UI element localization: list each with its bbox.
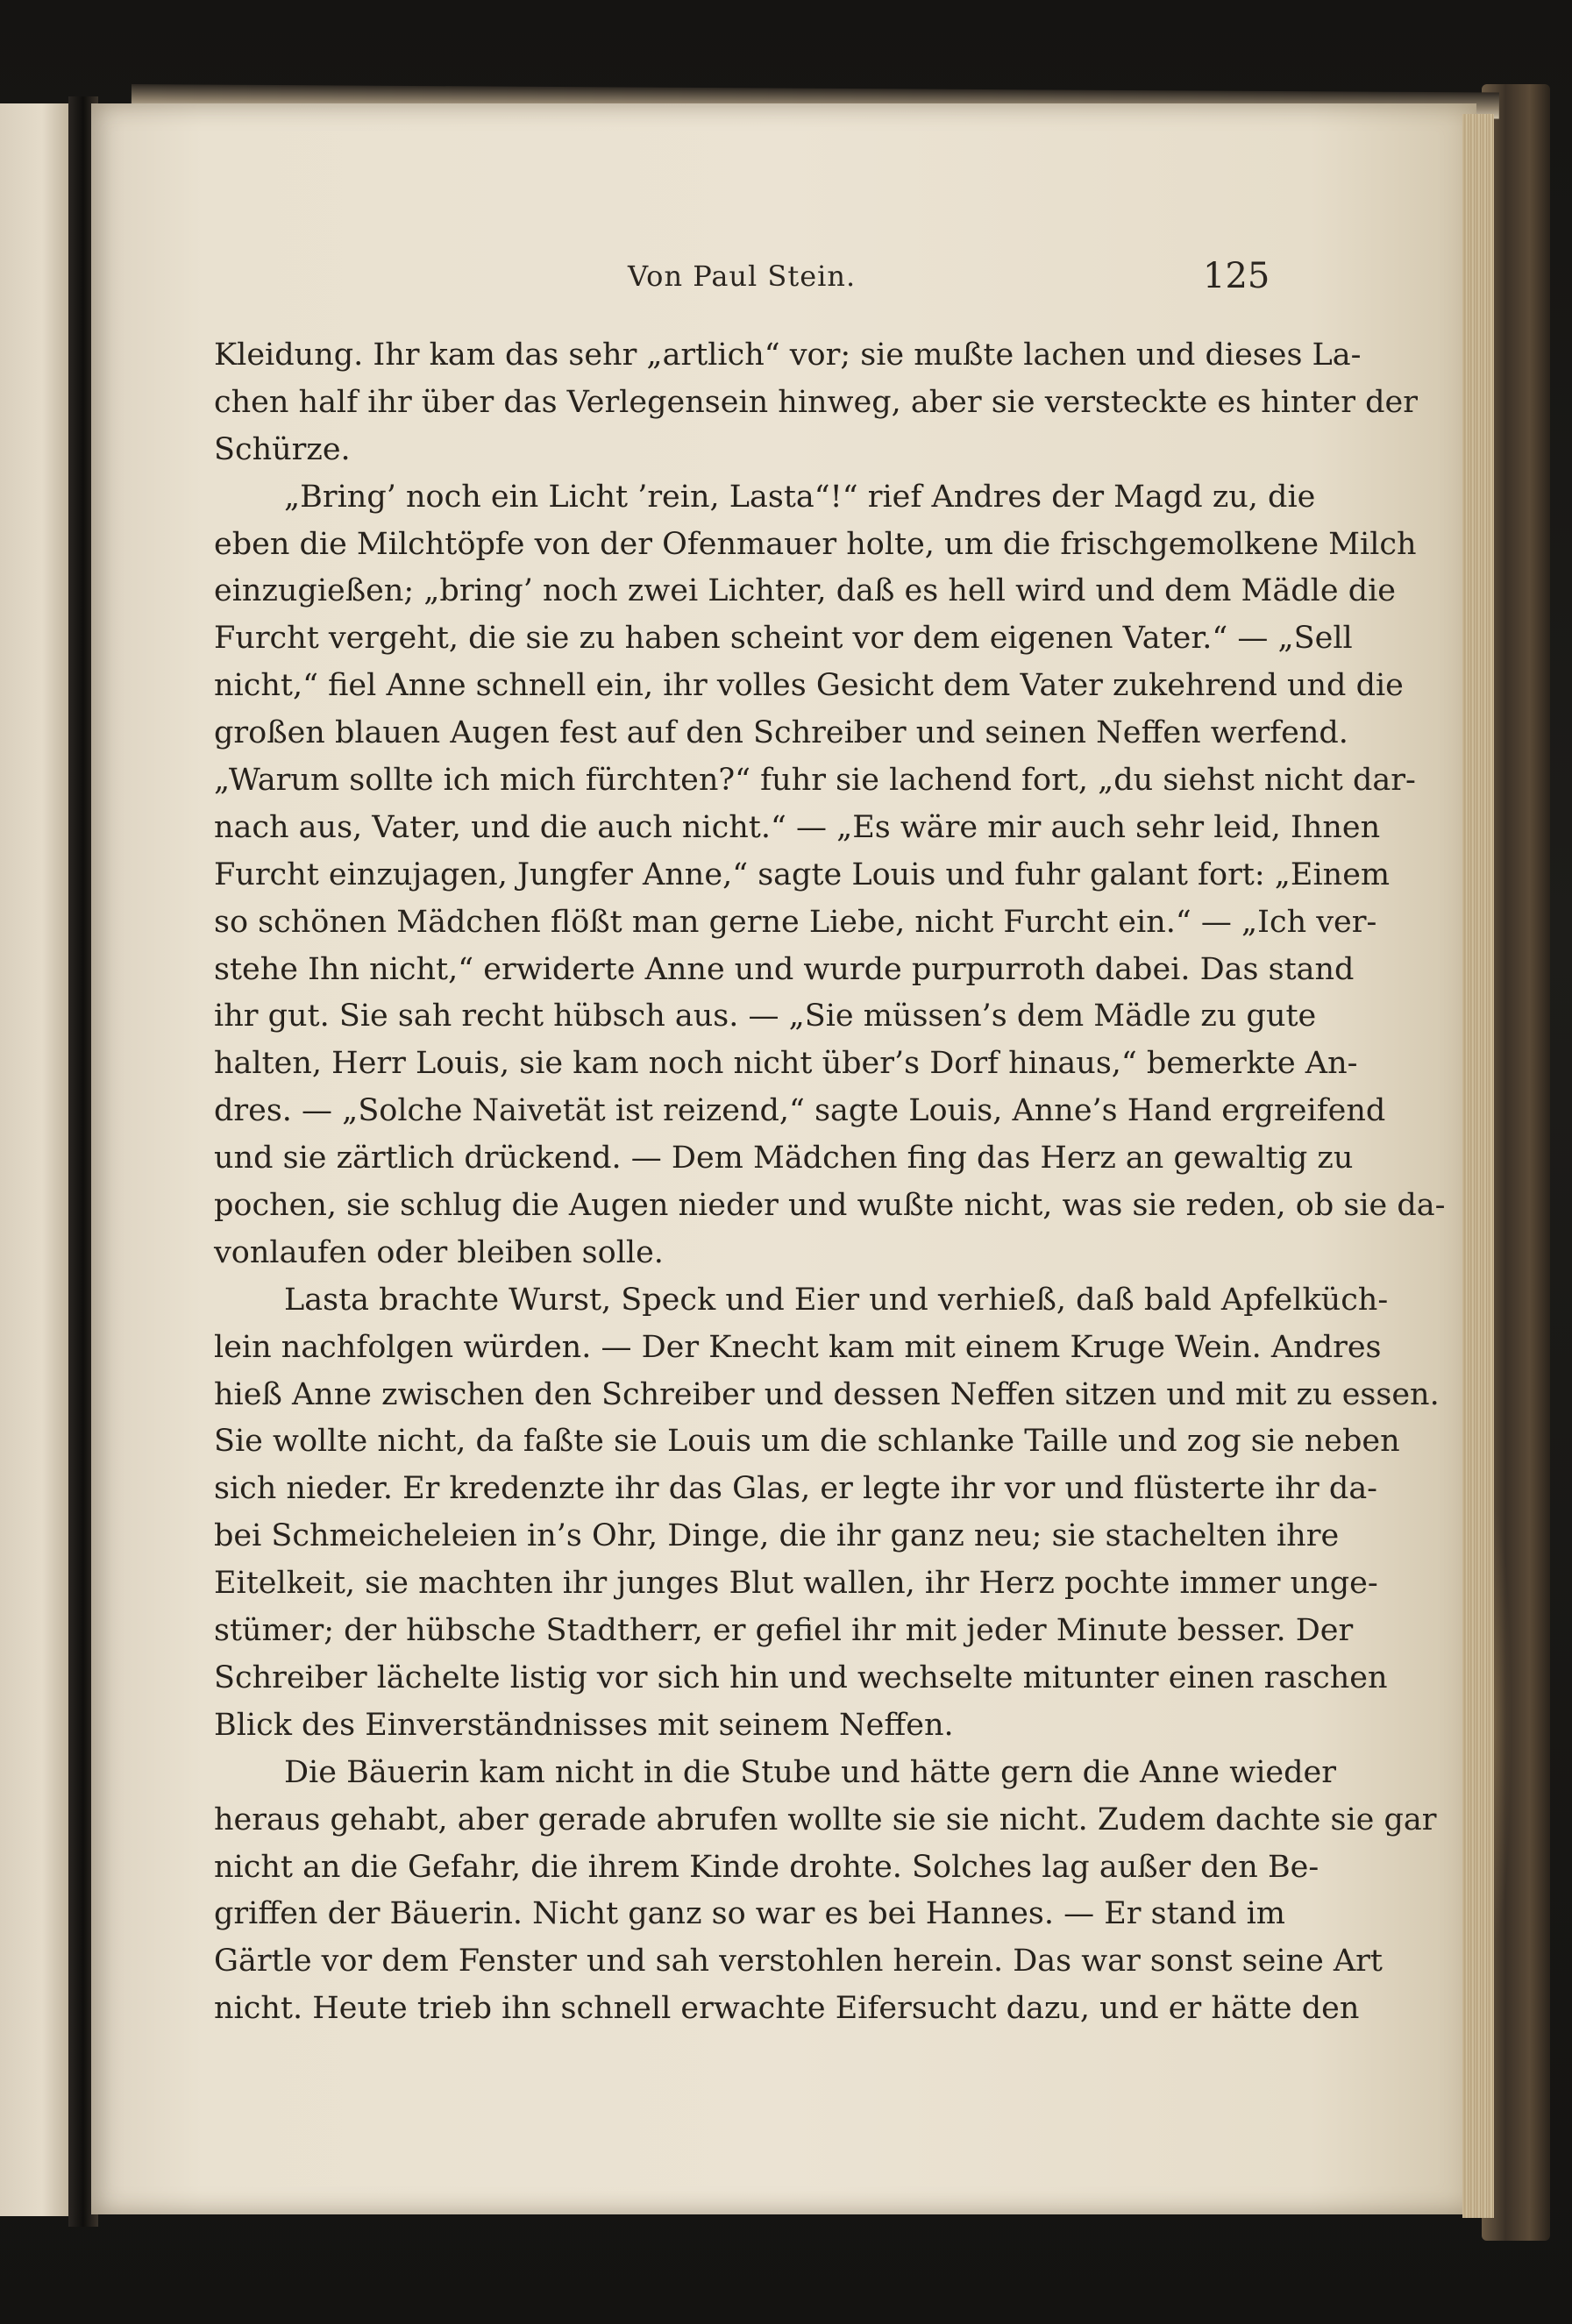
text-line: dres. — „Solche Naivetät ist reizend,“ sagte Louis, Anne’s Hand ergreifend — [214, 1093, 1386, 1129]
text-line: Gärtle vor dem Fenster und sah verstohlen herein. Das war sonst seine Art — [214, 1944, 1383, 1979]
text-line: nicht an die Gefahr, die ihrem Kinde drohte. Solches lag außer den Be- — [214, 1849, 1319, 1885]
previous-page-edge — [0, 103, 70, 2216]
text-line: griffen der Bäuerin. Nicht ganz so war es bei Hannes. — Er stand im — [214, 1896, 1285, 1932]
text-line: so schönen Mädchen flößt man gerne Liebe, nicht Furcht ein.“ — „Ich ver- — [214, 904, 1377, 940]
text-line: Lasta brachte Wurst, Speck und Eier und verhieß, daß bald Apfelküch- — [284, 1282, 1389, 1318]
text-line: bei Schmeicheleien in’s Ohr, Dinge, die ihr ganz neu; sie stachelten ihre — [214, 1518, 1340, 1554]
text-line: stümer; der hübsche Stadtherr, er gefiel ihr mit jeder Minute besser. Der — [214, 1613, 1354, 1649]
text-line: „Warum sollte ich mich fürchten?“ fuhr sie lachend fort, „du siehst nicht dar- — [214, 763, 1416, 799]
text-line: Die Bäuerin kam nicht in die Stube und hätte gern die Anne wieder — [284, 1754, 1336, 1790]
text-line: Blick des Einverständnisses mit seinem Neffen. — [214, 1707, 954, 1743]
text-line: vonlaufen oder bleiben solle. — [214, 1234, 664, 1270]
text-line: eben die Milchtöpfe von der Ofenmauer holte, um die frischgemolkene Milch — [214, 526, 1417, 562]
text-line: „Bring’ noch ein Licht ’rein, Lasta“!“ rief Andres der Magd zu, die — [284, 479, 1316, 515]
text-line: hieß Anne zwischen den Schreiber und dessen Neffen sitzen und mit zu essen. — [214, 1376, 1440, 1412]
text-line: heraus gehabt, aber gerade abrufen wollte sie sie nicht. Zudem dachte sie gar — [214, 1802, 1437, 1837]
text-line: Eitelkeit, sie machten ihr junges Blut wallen, ihr Herz pochte immer unge- — [214, 1566, 1378, 1602]
text-line: halten, Herr Louis, sie kam noch nicht über’s Dorf hinaus,“ bemerkte An- — [214, 1046, 1358, 1082]
text-line: nach aus, Vater, und die auch nicht.“ — „Es wäre mir auch sehr leid, Ihnen — [214, 809, 1381, 845]
text-line: Schürze. — [214, 431, 351, 467]
text-line: nicht. Heute trieb ihn schnell erwachte Eifersucht dazu, und er hätte den — [214, 1991, 1360, 2027]
page-stack-edge — [1462, 114, 1494, 2218]
body-text — [214, 332, 1446, 2033]
text-line: stehe Ihn nicht,“ erwiderte Anne und wurde purpurroth dabei. Das stand — [214, 951, 1355, 987]
text-line: großen blauen Augen fest auf den Schreiber und seinen Neffen werfend. — [214, 715, 1348, 751]
text-line: Furcht vergeht, die sie zu haben scheint vor dem eigenen Vater.“ — „Sell — [214, 621, 1353, 657]
text-line: und sie zärtlich drückend. — Dem Mädchen fing das Herz an gewaltig zu — [214, 1141, 1354, 1176]
text-line: einzugießen; „bring’ noch zwei Lichter, daß es hell wird und dem Mädle die — [214, 573, 1397, 609]
text-line: nicht,“ fiel Anne schnell ein, ihr volles Gesicht dem Vater zukehrend und die — [214, 668, 1404, 704]
text-line: Schreiber lächelte listig vor sich hin und wechselte mitunter einen raschen — [214, 1659, 1388, 1695]
text-line: ihr gut. Sie sah recht hübsch aus. — „Sie müssen’s dem Mädle zu gute — [214, 999, 1317, 1034]
text-line: sich nieder. Er kredenzte ihr das Glas, er legte ihr vor und flüsterte ihr da- — [214, 1471, 1378, 1507]
text-line: Kleidung. Ihr kam das sehr „artlich“ vor; sie mußte lachen und dieses La- — [214, 338, 1362, 373]
text-line: pochen, sie schlug die Augen nieder und wußte nicht, was sie reden, ob sie da- — [214, 1188, 1446, 1224]
text-line: lein nachfolgen würden. — Der Knecht kam mit einem Kruge Wein. Andres — [214, 1329, 1382, 1365]
page-header — [0, 256, 1572, 309]
text-line: Sie wollte nicht, da faßte sie Louis um die schlanke Taille und zog sie neben — [214, 1424, 1400, 1460]
running-title: Von Paul Stein. — [628, 259, 857, 293]
text-line: Furcht einzujagen, Jungfer Anne,“ sagte Louis und fuhr galant fort: „Einem — [214, 856, 1391, 892]
page-number: 125 — [1203, 256, 1270, 296]
text-line: chen half ihr über das Verlegensein hinweg, aber sie versteckte es hinter der — [214, 384, 1418, 420]
